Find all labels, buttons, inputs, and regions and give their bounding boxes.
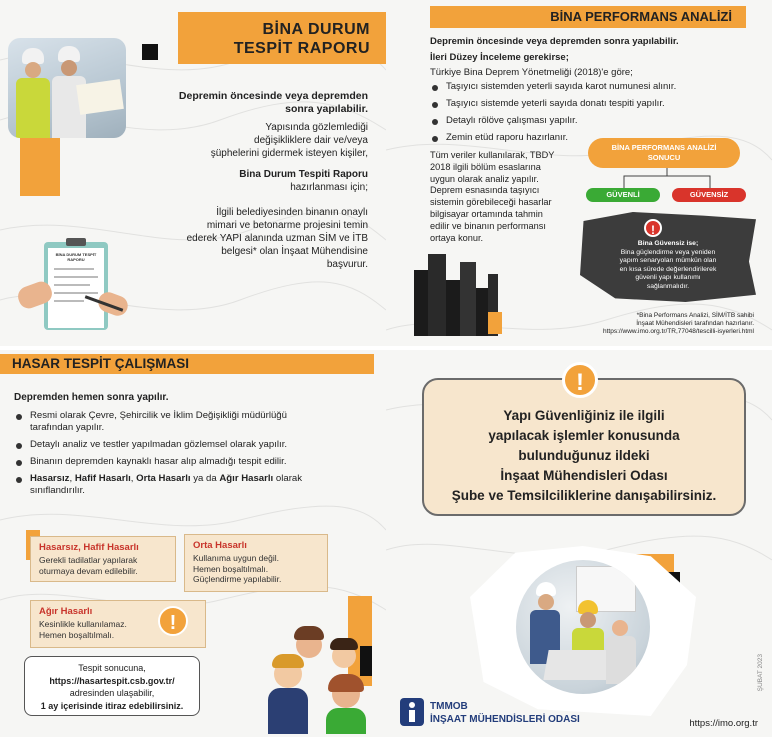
black-square-decoration	[142, 44, 158, 60]
list-item: Resmi olarak Çevre, Şehircilik ve İklim Değişikliği müdürlüğü tarafından yapılır.	[16, 410, 306, 434]
intro-bold-text: Depremden hemen sonra yapılır.	[14, 392, 169, 403]
list-item: Binanın depremden kaynaklı hasar alıp almadığı tespit edilir.	[16, 456, 306, 468]
damage-assessment-list	[16, 410, 306, 502]
regulation-text: Türkiye Bina Deprem Yönetmeliği (2018)'e göre;	[430, 67, 633, 78]
list-item: Detaylı analiz ve testler yapılmadan gözlemsel olarak yapılır.	[16, 439, 306, 451]
page-title: BİNA PERFORMANS ANALİZİ	[430, 6, 746, 28]
report-text: Bina Durum Tespiti Raporu hazırlanması için;	[239, 169, 368, 193]
clipboard-heading: BİNA DURUM TESPİT RAPORU	[55, 252, 97, 262]
list-item: Detaylı rölöve çalışması yapılır.	[432, 115, 752, 127]
card-no-light-damage: Hasarsız, Hafif Hasarlı Gerekli tadilatlar yapılarak oturmaya devam edilebilir.	[30, 536, 176, 582]
panel-bina-durum-tespit	[0, 0, 386, 346]
website-link[interactable]: https://imo.org.tr	[689, 718, 758, 729]
date-stamp: ŞUBAT 2023	[757, 654, 764, 692]
unsafe-badge: GÜVENSİZ	[672, 188, 746, 202]
procedure-text: İlgili belediyesinden binanın onaylı mimari ve betonarme projesini temin ederek YAPI alanında uzman SİM ve İTB belgesi* olan İnşaat Mühendisine başvurur.	[186, 207, 368, 270]
intro-bold-text: Depremin öncesinde veya depremden sonra yapılabilir.	[430, 36, 679, 47]
panel-contact	[386, 350, 772, 737]
engineers-meeting-photo	[516, 560, 650, 694]
clipboard-illustration	[14, 236, 132, 340]
card-heavy-damage: Ağır Hasarlı Kesinlikle kullanılamaz. Hemen boşaltılmalı.	[30, 600, 206, 648]
panel-bina-performans	[386, 0, 772, 346]
exclamation-icon: !	[158, 606, 188, 636]
footnote: *Bina Performans Analizi, SİM/İTB sahibi İnşaat Mühendisleri tarafından hazırlanır. https://www.imo.org.tr/TR,77048/tescilli-isyerleri.html	[603, 312, 754, 335]
objection-info-box: Tespit sonucuna, https://hasartespit.csb.gov.tr/ adresinden ulaşabilir, 1 ay içerisinde itiraz edebilirsiniz.	[24, 656, 200, 716]
card-moderate-damage: Orta Hasarlı Kullanıma uygun değil. Hemen boşaltılmalı. Güçlendirme yapılabilir.	[184, 534, 328, 592]
imo-logo-icon	[400, 698, 424, 726]
city-silhouette-illustration	[414, 240, 498, 336]
imo-logo-text: TMMOB İNŞAAT MÜHENDİSLERİ ODASI	[430, 701, 580, 725]
exclamation-icon: !	[644, 219, 662, 237]
orange-block-decoration	[20, 132, 60, 196]
warning-text: Bina Güvensiz ise; Bina güçlendirme veya yeniden yapım senaryoları mümkün olan en kısa sürede değerlendirilerek güvenli yapı kullanımı sağlanmalıdır.	[619, 240, 717, 290]
list-item: Zemin etüd raporu hazırlanır.	[432, 132, 752, 144]
intro-bold-text: Depremin öncesinde veya depremden sonra yapılabilir.	[178, 90, 368, 115]
page-title: BİNA DURUM TESPİT RAPORU	[233, 21, 370, 57]
list-item: Taşıyıcı sistemden yeterli sayıda karot numunesi alınır.	[432, 81, 752, 93]
orange-block-decoration	[488, 312, 502, 334]
advanced-inspection-text: İleri Düzey İnceleme gerekirse;	[430, 52, 569, 63]
panel-hasar-tespit	[0, 350, 386, 737]
analysis-description: Tüm veriler kullanılarak, TBDY 2018 ilgili bölüm esaslarına uygun olarak analiz yapılır. Deprem esnasında taşıyıcı sistemin görebileceği hasarlar bilgisayar ortamında tahmin edilir ve binanın performansı ortaya konur.	[430, 150, 555, 243]
page-title: HASAR TESPİT ÇALIŞMASI	[0, 354, 374, 374]
who-applies-text: Yapısında gözlemlediği değişikliklere dair ve/veya şüphelerini gidermek isteyen kişiler,	[210, 122, 368, 159]
exclamation-icon: !	[562, 362, 598, 398]
result-box: BİNA PERFORMANS ANALİZİ SONUCU	[588, 138, 740, 168]
engineers-photo	[8, 38, 126, 138]
contact-message: Yapı Güvenliğiniz ile ilgili yapılacak işlemler konusunda bulunduğunuz ildeki İnşaat Mühendisleri Odası Şube ve Temsilciliklerine danışabilirsiniz.	[451, 408, 717, 503]
list-item: Hasarsız, Hafif Hasarlı, Orta Hasarlı ya da Ağır Hasarlı olarak sınıflandırılır.	[16, 473, 306, 497]
safe-badge: GÜVENLİ	[586, 188, 660, 202]
worried-people-illustration	[214, 596, 378, 734]
list-item: Taşıyıcı sistemde yeterli sayıda donatı tespiti yapılır.	[432, 98, 752, 110]
